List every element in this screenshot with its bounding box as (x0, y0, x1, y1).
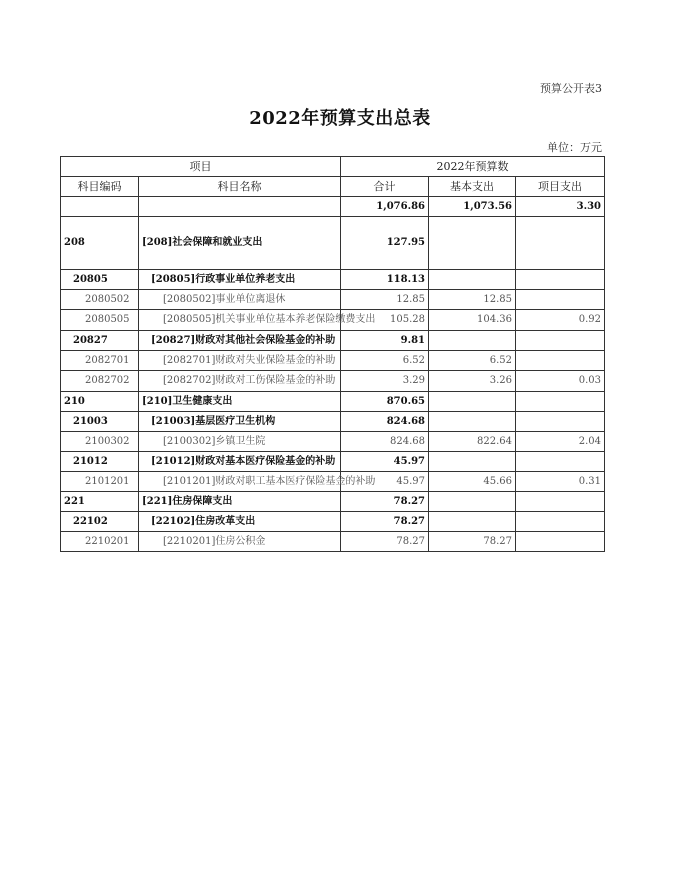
row-total: 105.28 (341, 310, 429, 331)
row-name: [20827]财政对其他社会保险基金的补助 (139, 331, 341, 351)
header-row-1 (61, 157, 605, 177)
row-name: [22102]住房改革支出 (139, 512, 341, 532)
row-basic (429, 492, 516, 512)
header-item: 项目支出 (516, 177, 605, 197)
row-total: 45.97 (341, 472, 429, 492)
row-total: 12.85 (341, 290, 429, 310)
row-name: [20805]行政事业单位养老支出 (139, 270, 341, 290)
table-row (61, 452, 605, 472)
table-row (61, 432, 605, 452)
row-basic: 822.64 (429, 432, 516, 452)
row-item: 2.04 (516, 432, 605, 452)
total-basic: 1,073.56 (429, 197, 516, 217)
row-total: 9.81 (341, 331, 429, 351)
row-total: 870.65 (341, 392, 429, 412)
row-code: 21012 (61, 452, 139, 472)
row-total: 118.13 (341, 270, 429, 290)
row-basic (429, 512, 516, 532)
unit-label: 单位：万元 (547, 141, 602, 154)
row-code: 2210201 (61, 532, 139, 552)
row-total: 824.68 (341, 432, 429, 452)
table-row (61, 310, 605, 331)
row-basic (429, 392, 516, 412)
row-item (516, 392, 605, 412)
row-item: 0.92 (516, 310, 605, 331)
row-item (516, 351, 605, 371)
row-total: 824.68 (341, 412, 429, 432)
row-name: [2082701]财政对失业保险基金的补助 (139, 351, 341, 371)
row-item: 0.31 (516, 472, 605, 492)
row-code: 2082702 (61, 371, 139, 392)
table-row (61, 492, 605, 512)
row-code: 2082701 (61, 351, 139, 371)
row-item (516, 331, 605, 351)
row-code: 221 (61, 492, 139, 512)
row-code: 210 (61, 392, 139, 412)
table-row (61, 331, 605, 351)
table-number-label: 预算公开表3 (540, 82, 602, 95)
row-item (516, 412, 605, 432)
header-name: 科目名称 (139, 177, 341, 197)
row-basic (429, 412, 516, 432)
table-row (61, 371, 605, 392)
row-code: 20805 (61, 270, 139, 290)
table-row (61, 412, 605, 432)
row-code: 21003 (61, 412, 139, 432)
row-item: 0.03 (516, 371, 605, 392)
row-basic (429, 331, 516, 351)
row-name: [2080502]事业单位离退休 (139, 290, 341, 310)
row-item (516, 512, 605, 532)
row-total: 78.27 (341, 492, 429, 512)
row-basic: 3.26 (429, 371, 516, 392)
table-row (61, 270, 605, 290)
total-item: 3.30 (516, 197, 605, 217)
row-code: 2100302 (61, 432, 139, 452)
row-basic (429, 217, 516, 270)
row-name: [2210201]住房公积金 (139, 532, 341, 552)
table-row (61, 472, 605, 492)
row-basic: 78.27 (429, 532, 516, 552)
row-code: 208 (61, 217, 139, 270)
row-item (516, 270, 605, 290)
row-name: [2100302]乡镇卫生院 (139, 432, 341, 452)
table-row (61, 532, 605, 552)
header-code: 科目编码 (61, 177, 139, 197)
row-total: 3.29 (341, 371, 429, 392)
row-total: 78.27 (341, 512, 429, 532)
total-row (61, 197, 605, 217)
row-basic: 45.66 (429, 472, 516, 492)
row-basic: 6.52 (429, 351, 516, 371)
header-row-2 (61, 177, 605, 197)
row-total: 127.95 (341, 217, 429, 270)
row-item (516, 290, 605, 310)
budget-expenditure-table (60, 156, 605, 552)
table-row (61, 512, 605, 532)
header-basic: 基本支出 (429, 177, 516, 197)
table-row (61, 217, 605, 270)
row-name: [21012]财政对基本医疗保险基金的补助 (139, 452, 341, 472)
row-total: 45.97 (341, 452, 429, 472)
row-name: [221]住房保障支出 (139, 492, 341, 512)
table-row (61, 351, 605, 371)
row-basic: 12.85 (429, 290, 516, 310)
row-total: 6.52 (341, 351, 429, 371)
total-code (61, 197, 139, 217)
row-name: [208]社会保障和就业支出 (139, 217, 341, 270)
row-name: [21003]基层医疗卫生机构 (139, 412, 341, 432)
row-total: 78.27 (341, 532, 429, 552)
row-code: 2080502 (61, 290, 139, 310)
total-name (139, 197, 341, 217)
header-total: 合计 (341, 177, 429, 197)
row-name: [2101201]财政对职工基本医疗保险基金的补助 (139, 472, 341, 492)
header-project: 项目 (61, 157, 341, 177)
row-code: 2101201 (61, 472, 139, 492)
row-code: 22102 (61, 512, 139, 532)
table-row (61, 290, 605, 310)
row-code: 20827 (61, 331, 139, 351)
total-total: 1,076.86 (341, 197, 429, 217)
row-basic (429, 452, 516, 472)
row-item (516, 532, 605, 552)
row-basic: 104.36 (429, 310, 516, 331)
row-item (516, 217, 605, 270)
page-title: 2022年预算支出总表 (249, 108, 431, 129)
row-basic (429, 270, 516, 290)
header-budget-group: 2022年预算数 (341, 157, 605, 177)
row-code: 2080505 (61, 310, 139, 331)
row-name: [2080505]机关事业单位基本养老保险缴费支出 (139, 310, 341, 331)
row-name: [210]卫生健康支出 (139, 392, 341, 412)
row-name: [2082702]财政对工伤保险基金的补助 (139, 371, 341, 392)
row-item (516, 452, 605, 472)
table-row (61, 392, 605, 412)
row-item (516, 492, 605, 512)
